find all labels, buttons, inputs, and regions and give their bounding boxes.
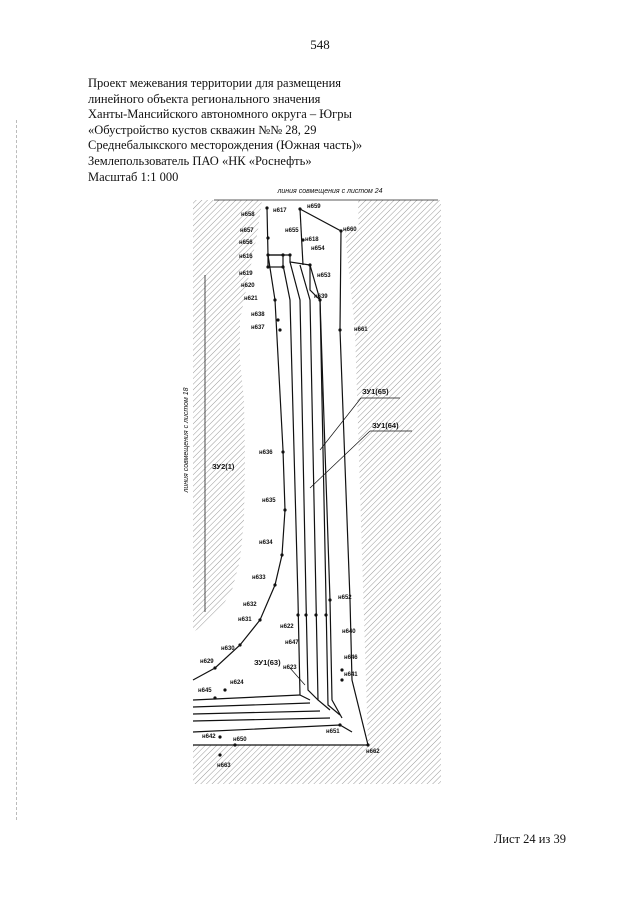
- point-label: н651: [326, 729, 340, 735]
- parcel-label: ЗУ1(63): [254, 658, 281, 667]
- point-label: н623: [283, 665, 297, 671]
- point-label: н634: [259, 540, 273, 546]
- point-label: н660: [343, 227, 357, 233]
- point-label: н646: [344, 655, 358, 661]
- point-label: н633: [252, 575, 266, 581]
- point-label: н653: [317, 273, 331, 279]
- point-label: н631: [238, 617, 252, 623]
- point-label: н639: [314, 294, 328, 300]
- point-label: н621: [244, 296, 258, 302]
- point-label: н650: [233, 737, 247, 743]
- point-label: н656: [239, 240, 253, 246]
- point-label: н619: [239, 271, 253, 277]
- point-label: н620: [241, 283, 255, 289]
- header-line: линейного объекта регионального значения: [88, 91, 321, 106]
- point-label: н657: [240, 228, 254, 234]
- point-label: н622: [280, 624, 294, 630]
- header-line: Проект межевания территории для размещения: [88, 76, 342, 90]
- point-label: н641: [344, 672, 358, 678]
- point-label: н652: [338, 595, 352, 601]
- point-label: н654: [311, 246, 325, 252]
- parcel-label: ЗУ1(65): [362, 387, 389, 396]
- point-label: н642: [202, 734, 216, 740]
- point-label: н638: [251, 312, 265, 318]
- point-label: н661: [354, 327, 368, 333]
- header-line: Землепользователь ПАО «НК «Роснефть»: [88, 153, 312, 168]
- point-label: н636: [259, 450, 273, 456]
- point-label: н616: [239, 254, 253, 260]
- point-label: н662: [366, 749, 380, 755]
- top-combination-caption: линия совмещения с листом 24: [277, 188, 383, 195]
- sheet-footer: Лист 24 из 39: [493, 832, 566, 846]
- point-label: н617: [273, 208, 287, 214]
- point-label: н637: [251, 325, 265, 331]
- point-label: н663: [217, 763, 231, 769]
- point-label: н635: [262, 498, 276, 504]
- header-line: Ханты-Мансийского автономного округа – Югры: [88, 107, 352, 122]
- point-label: н630: [221, 646, 235, 652]
- left-combination-caption: линия совмещения с листом 18: [183, 387, 190, 493]
- point-label: н632: [243, 602, 257, 608]
- point-label: н647: [285, 640, 299, 646]
- parcel-label: ЗУ1(64): [372, 421, 399, 430]
- point-label: н624: [230, 680, 244, 686]
- parcel-label: ЗУ2(1): [212, 462, 235, 471]
- point-label: н659: [307, 204, 321, 210]
- page-number: 548: [310, 37, 330, 52]
- header-line: «Обустройство кустов скважин №№ 28, 29: [88, 122, 317, 137]
- point-label: н618: [305, 237, 319, 243]
- point-label: н645: [198, 688, 212, 694]
- header-line: Среднебалыкского месторождения (Южная часть)»: [88, 138, 363, 153]
- point-label: н640: [342, 629, 356, 635]
- header-line: Масштаб 1:1 000: [88, 169, 179, 184]
- point-label: н629: [200, 659, 214, 665]
- point-label: н658: [241, 212, 255, 218]
- point-label: н655: [285, 228, 299, 234]
